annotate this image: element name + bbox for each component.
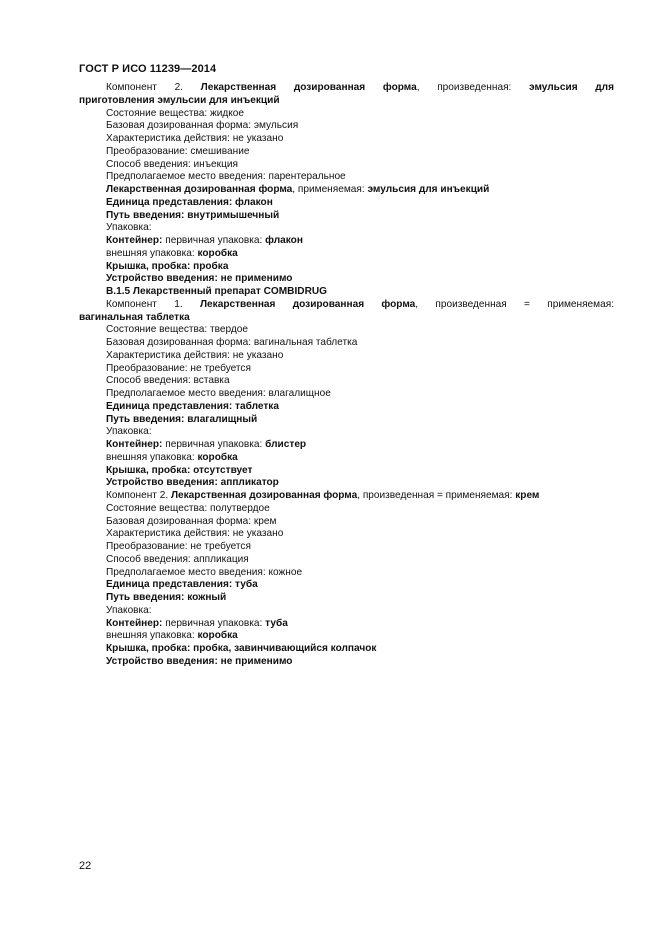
section-heading: В.1.5 Лекарственный препарат COMBIDRUG xyxy=(106,286,327,297)
closure: Крышка, пробка: отсутствует xyxy=(106,464,253,476)
unit-of-presentation: Единица представления: туба xyxy=(106,579,258,591)
closure: Крышка, пробка: пробка xyxy=(106,260,229,272)
state-of-matter: Состояние вещества: жидкое xyxy=(106,107,245,119)
unit-of-presentation: Единица представления: флакон xyxy=(106,196,273,208)
packaging-label: Упаковка: xyxy=(106,222,152,234)
component-2-title: Компонент 2. Лекарственная дозированная форма, произведенная = применяемая: крем xyxy=(106,490,540,501)
release-characteristic: Характеристика действия: не указано xyxy=(106,528,284,540)
container: Контейнер: первичная упаковка: флакон xyxy=(106,235,303,246)
document-body xyxy=(79,82,614,669)
state-of-matter: Состояние вещества: полутвердое xyxy=(106,502,270,514)
administrable-dose-form: Лекарственная дозированная форма, применяемая: эмульсия для инъекций xyxy=(106,184,490,195)
route-of-administration: Путь введения: кожный xyxy=(106,592,227,603)
transformation: Преобразование: не требуется xyxy=(106,541,251,552)
component-2-title-line-2: приготовления эмульсии для инъекций xyxy=(79,94,280,106)
component-2-title-line-1: Компонент 2. Лекарственная дозированная форма, произведенная: эмульсия для xyxy=(106,82,614,93)
base-dose-form: Базовая дозированная форма: вагинальная таблетка xyxy=(106,337,358,348)
administration-method: Способ введения: вставка xyxy=(106,375,230,387)
document-header: ГОСТ Р ИСО 11239—2014 xyxy=(79,63,217,75)
component-1-title-line-2: вагинальная таблетка xyxy=(79,311,190,323)
base-dose-form: Базовая дозированная форма: эмульсия xyxy=(106,120,299,132)
intended-site: Предполагаемое место введения: влагалищное xyxy=(106,388,331,399)
route-of-administration: Путь введения: внутримышечный xyxy=(106,209,280,221)
transformation: Преобразование: не требуется xyxy=(106,362,251,374)
packaging-label: Упаковка: xyxy=(106,604,152,616)
page-number: 22 xyxy=(79,860,92,872)
container: Контейнер: первичная упаковка: туба xyxy=(106,617,288,629)
outer-packaging: внешняя упаковка: коробка xyxy=(106,247,238,259)
component-1-title-line-1: Компонент 1. Лекарственная дозированная форма, произведенная = применяемая: xyxy=(106,298,614,310)
transformation: Преобразование: смешивание xyxy=(106,145,250,157)
release-characteristic: Характеристика действия: не указано xyxy=(106,349,284,361)
outer-packaging: внешняя упаковка: коробка xyxy=(106,451,238,463)
administration-method: Способ введения: аппликация xyxy=(106,553,249,565)
closure: Крышка, пробка: пробка, завинчивающийся колпачок xyxy=(106,643,377,654)
container: Контейнер: первичная упаковка: блистер xyxy=(106,439,307,450)
unit-of-presentation: Единица представления: таблетка xyxy=(106,400,279,412)
state-of-matter: Состояние вещества: твердое xyxy=(106,324,248,336)
administration-method: Способ введения: инъекция xyxy=(106,158,238,170)
release-characteristic: Характеристика действия: не указано xyxy=(106,133,284,144)
packaging-label: Упаковка: xyxy=(106,426,152,438)
administration-device: Устройство введения: не применимо xyxy=(106,655,293,667)
intended-site: Предполагаемое место введения: кожное xyxy=(106,566,303,578)
outer-packaging: внешняя упаковка: коробка xyxy=(106,630,238,642)
route-of-administration: Путь введения: влагалищный xyxy=(106,413,258,425)
administration-device: Устройство введения: аппликатор xyxy=(106,477,279,489)
base-dose-form: Базовая дозированная форма: крем xyxy=(106,515,277,527)
intended-site: Предполагаемое место введения: парентеральное xyxy=(106,171,346,183)
administration-device: Устройство введения: не применимо xyxy=(106,273,293,285)
